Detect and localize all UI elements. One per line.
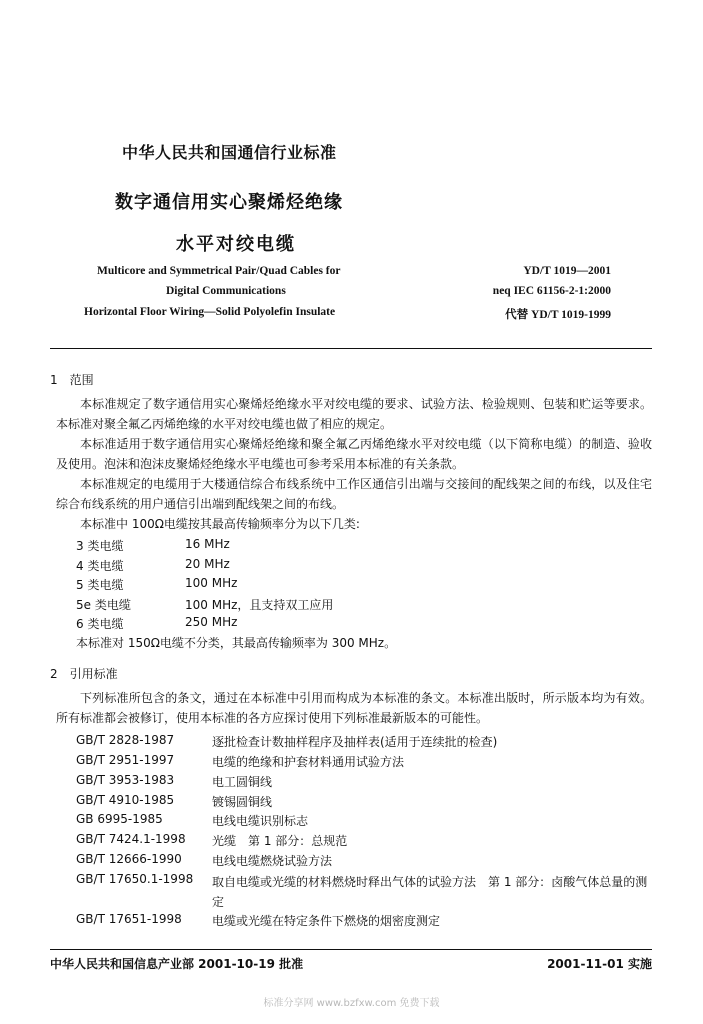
reference-title: 取自电缆或光缆的材料燃烧时释出气体的试验方法 第 1 部分：卤酸气体总量的测定 <box>212 875 648 909</box>
english-title-line3: Horizontal Floor Wiring—Solid Polyolefin Insulate <box>84 306 336 318</box>
reference-code: GB/T 7424.1-1998 <box>76 832 186 846</box>
footer-divider <box>50 949 652 950</box>
section1-heading: 1 范围 <box>50 373 94 387</box>
category-name: 4 类电缆 <box>76 559 124 573</box>
category-frequency: 100 MHz，且支持双工应用 <box>185 598 334 612</box>
category-frequency: 20 MHz <box>185 557 230 571</box>
implementation-date: 2001-11-01 实施 <box>547 957 652 971</box>
reference-code: GB 6995-1985 <box>76 812 163 826</box>
section2-heading: 2 引用标准 <box>50 667 118 681</box>
section1-paragraph: 本标准中 100Ω电缆按其最高传输频率分为以下几类: <box>80 517 360 531</box>
section1-paragraph: 本标准适用于数字通信用实心聚烯烃绝缘和聚全氟乙丙烯绝缘水平对绞电缆（以下简称电缆）的制造、验收及使用。泡沫和泡沫皮聚烯烃绝缘水平电缆也可参考采用本标准的有关条款。 <box>56 437 652 471</box>
reference-title: 镀锡圆铜线 <box>212 795 273 809</box>
english-title-line2: Digital Communications <box>166 285 286 297</box>
category-frequency: 16 MHz <box>185 537 230 551</box>
reference-code: GB/T 17651-1998 <box>76 912 182 926</box>
reference-title: 电工圆铜线 <box>212 775 273 789</box>
section1-note: 本标准对 150Ω电缆不分类，其最高传输频率为 300 MHz。 <box>76 636 397 650</box>
reference-code: GB/T 2951-1997 <box>76 753 175 767</box>
approval-note: 中华人民共和国信息产业部 2001-10-19 批准 <box>50 957 304 971</box>
reference-title: 电缆的绝缘和护套材料通用试验方法 <box>212 755 405 769</box>
equivalence-code: neq IEC 61156-2-1:2000 <box>492 285 611 297</box>
reference-title: 电线电缆燃烧试验方法 <box>212 854 333 868</box>
reference-code: GB/T 2828-1987 <box>76 733 175 747</box>
section1-paragraph: 本标准规定的电缆用于大楼通信综合布线系统中工作区通信引出端与交接间的配线架之间的布线，以及住宅综合布线系统的用户通信引出端到配线架之间的布线。 <box>56 477 652 511</box>
reference-code: GB/T 3953-1983 <box>76 773 175 787</box>
reference-code: GB/T 12666-1990 <box>76 852 182 866</box>
reference-code: GB/T 17650.1-1998 <box>76 872 194 886</box>
category-name: 6 类电缆 <box>76 617 124 631</box>
section2-paragraph: 下列标准所包含的条文，通过在本标准中引用而构成为本标准的条文。本标准出版时，所示版本均为有效。所有标准都会被修订，使用本标准的各方应探讨使用下列标准最新版本的可能性。 <box>56 691 652 725</box>
reference-code: GB/T 4910-1985 <box>76 793 175 807</box>
category-frequency: 250 MHz <box>185 615 238 629</box>
document-title-line2: 水平对绞电缆 <box>176 234 296 255</box>
reference-title: 逐批检查计数抽样程序及抽样表(适用于连续批的检查) <box>212 735 498 749</box>
reference-title: 电线电缆识别标志 <box>212 814 309 828</box>
document-title-line1: 数字通信用实心聚烯烃绝缘 <box>115 192 343 213</box>
category-name: 5e 类电缆 <box>76 598 131 612</box>
section1-paragraph: 本标准规定了数字通信用实心聚烯烃绝缘水平对绞电缆的要求、试验方法、检验规则、包装和贮运等要求。本标准对聚全氟乙丙烯绝缘的水平对绞电缆也做了相应的规定。 <box>56 397 652 431</box>
english-title-line1: Multicore and Symmetrical Pair/Quad Cables for <box>97 265 341 277</box>
standard-category: 中华人民共和国通信行业标准 <box>122 143 337 162</box>
header-divider <box>50 348 652 349</box>
category-name: 5 类电缆 <box>76 578 124 592</box>
reference-title: 电缆或光缆在特定条件下燃烧的烟密度测定 <box>212 914 441 928</box>
replaces-code: 代替 YD/T 1019-1999 <box>505 309 611 321</box>
category-frequency: 100 MHz <box>185 576 238 590</box>
reference-title: 光缆 第 1 部分：总规范 <box>212 834 348 848</box>
watermark: 标准分享网 www.bzfxw.com 免费下载 <box>263 998 440 1009</box>
category-name: 3 类电缆 <box>76 539 124 553</box>
standard-code: YD/T 1019—2001 <box>523 265 611 277</box>
